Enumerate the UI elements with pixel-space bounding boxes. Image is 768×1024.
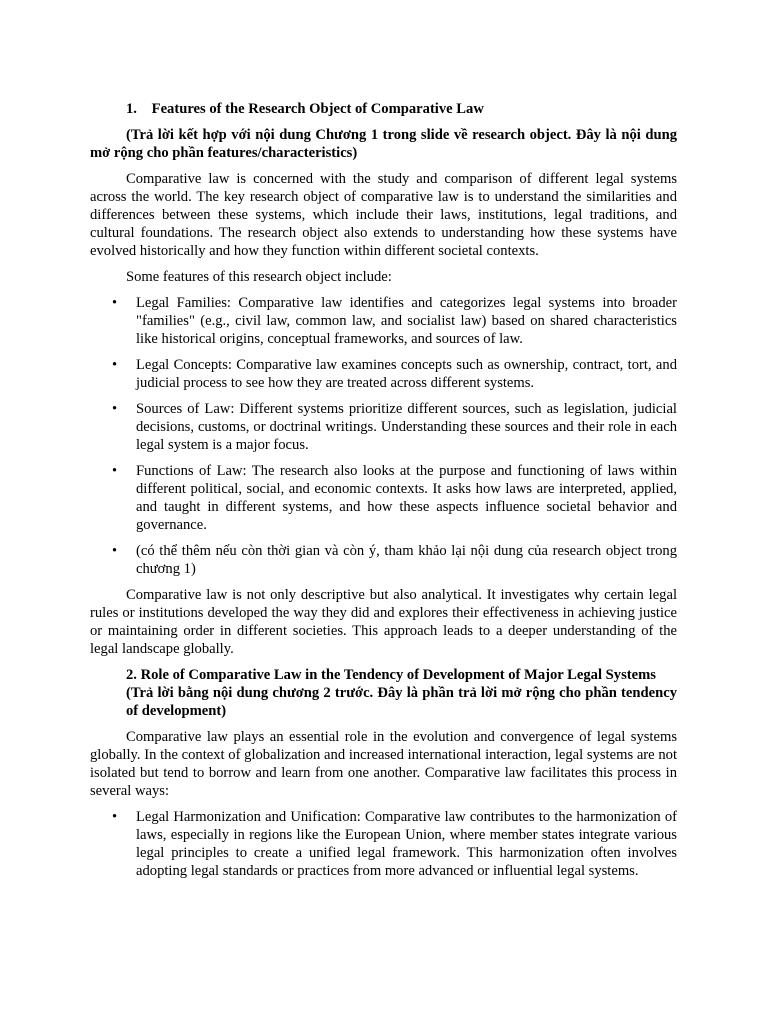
list-item (90, 542, 677, 578)
list-item-text: Legal Concepts: Comparative law examines concepts such as ownership, contract, tort, and judicial process to see how they are treated across different systems. (136, 357, 677, 391)
bullet-icon: • (112, 357, 118, 373)
document-page (90, 100, 677, 888)
bullet-icon: • (112, 401, 118, 417)
list-item-text: Legal Families: Comparative law identifies and categorizes legal systems into broader "families" (e.g., civil law, common law, and socialist law) based on shared characteristics like historical origins, conceptual frameworks, and sources of law. (136, 295, 677, 347)
bullet-icon: • (112, 463, 118, 479)
list-item (90, 400, 677, 454)
section1-lead: Some features of this research object include: (126, 269, 392, 285)
bullet-icon: • (112, 809, 118, 825)
section2-note: (Trả lời bằng nội dung chương 2 trước. Đây là phần trả lời mở rộng cho phần tendency of development) (126, 685, 677, 719)
list-item (90, 462, 677, 534)
bullet-icon: • (112, 543, 118, 559)
bullet-icon: • (112, 295, 118, 311)
section1-number: 1. (126, 101, 137, 117)
section1-intro: Comparative law is concerned with the study and comparison of different legal systems across the world. The key research object of comparative law is to understand the similarities and differences between these systems, which include their laws, institutions, legal traditions, and cultural foundations. The research object also extends to understanding how these systems have evolved historically and how they function within different societal contexts. (90, 171, 677, 259)
list-item-text: Functions of Law: The research also looks at the purpose and functioning of laws within different political, social, and economic contexts. It asks how laws are interpreted, applied, and taught in different systems, and how these aspects influence societal behavior and governance. (136, 463, 677, 533)
list-item (90, 356, 677, 392)
list-item (90, 294, 677, 348)
section2-heading (90, 666, 677, 720)
list-item-text: Sources of Law: Different systems prioritize different sources, such as legislation, judicial decisions, customs, or doctrinal writings. Understanding these sources and their role in each legal system is a major focus. (136, 401, 677, 453)
list-item-text: Legal Harmonization and Unification: Comparative law contributes to the harmonization of laws, especially in regions like the European Union, where member states integrate various legal principles to create a unified legal framework. This harmonization often involves adopting legal standards or practices from more advanced or influential legal systems. (136, 809, 677, 879)
section1-bullet-list (90, 294, 677, 578)
section2-intro: Comparative law plays an essential role in the evolution and convergence of legal systems globally. In the context of globalization and increased international interaction, legal systems are not isolated but tend to borrow and learn from one another. Comparative law facilitates this process in several ways: (90, 729, 677, 799)
section2-title: 2. Role of Comparative Law in the Tendency of Development of Major Legal Systems (126, 667, 656, 683)
list-item (90, 808, 677, 880)
section1-note: (Trả lời kết hợp với nội dung Chương 1 trong slide về research object. Đây là nội dung mở rộng cho phần features/characteristics) (90, 127, 677, 161)
section1-heading (90, 100, 677, 118)
list-item-text: (có thể thêm nếu còn thời gian và còn ý, tham khảo lại nội dung của research object trong chương 1) (136, 543, 677, 577)
section1-title: Features of the Research Object of Comparative Law (151, 101, 484, 117)
section2-bullet-list (90, 808, 677, 880)
section1-conclusion: Comparative law is not only descriptive but also analytical. It investigates why certain legal rules or institutions developed the way they did and explores their effectiveness in achieving justice or maintaining order in different societies. This approach leads to a deeper understanding of the legal landscape globally. (90, 587, 677, 657)
